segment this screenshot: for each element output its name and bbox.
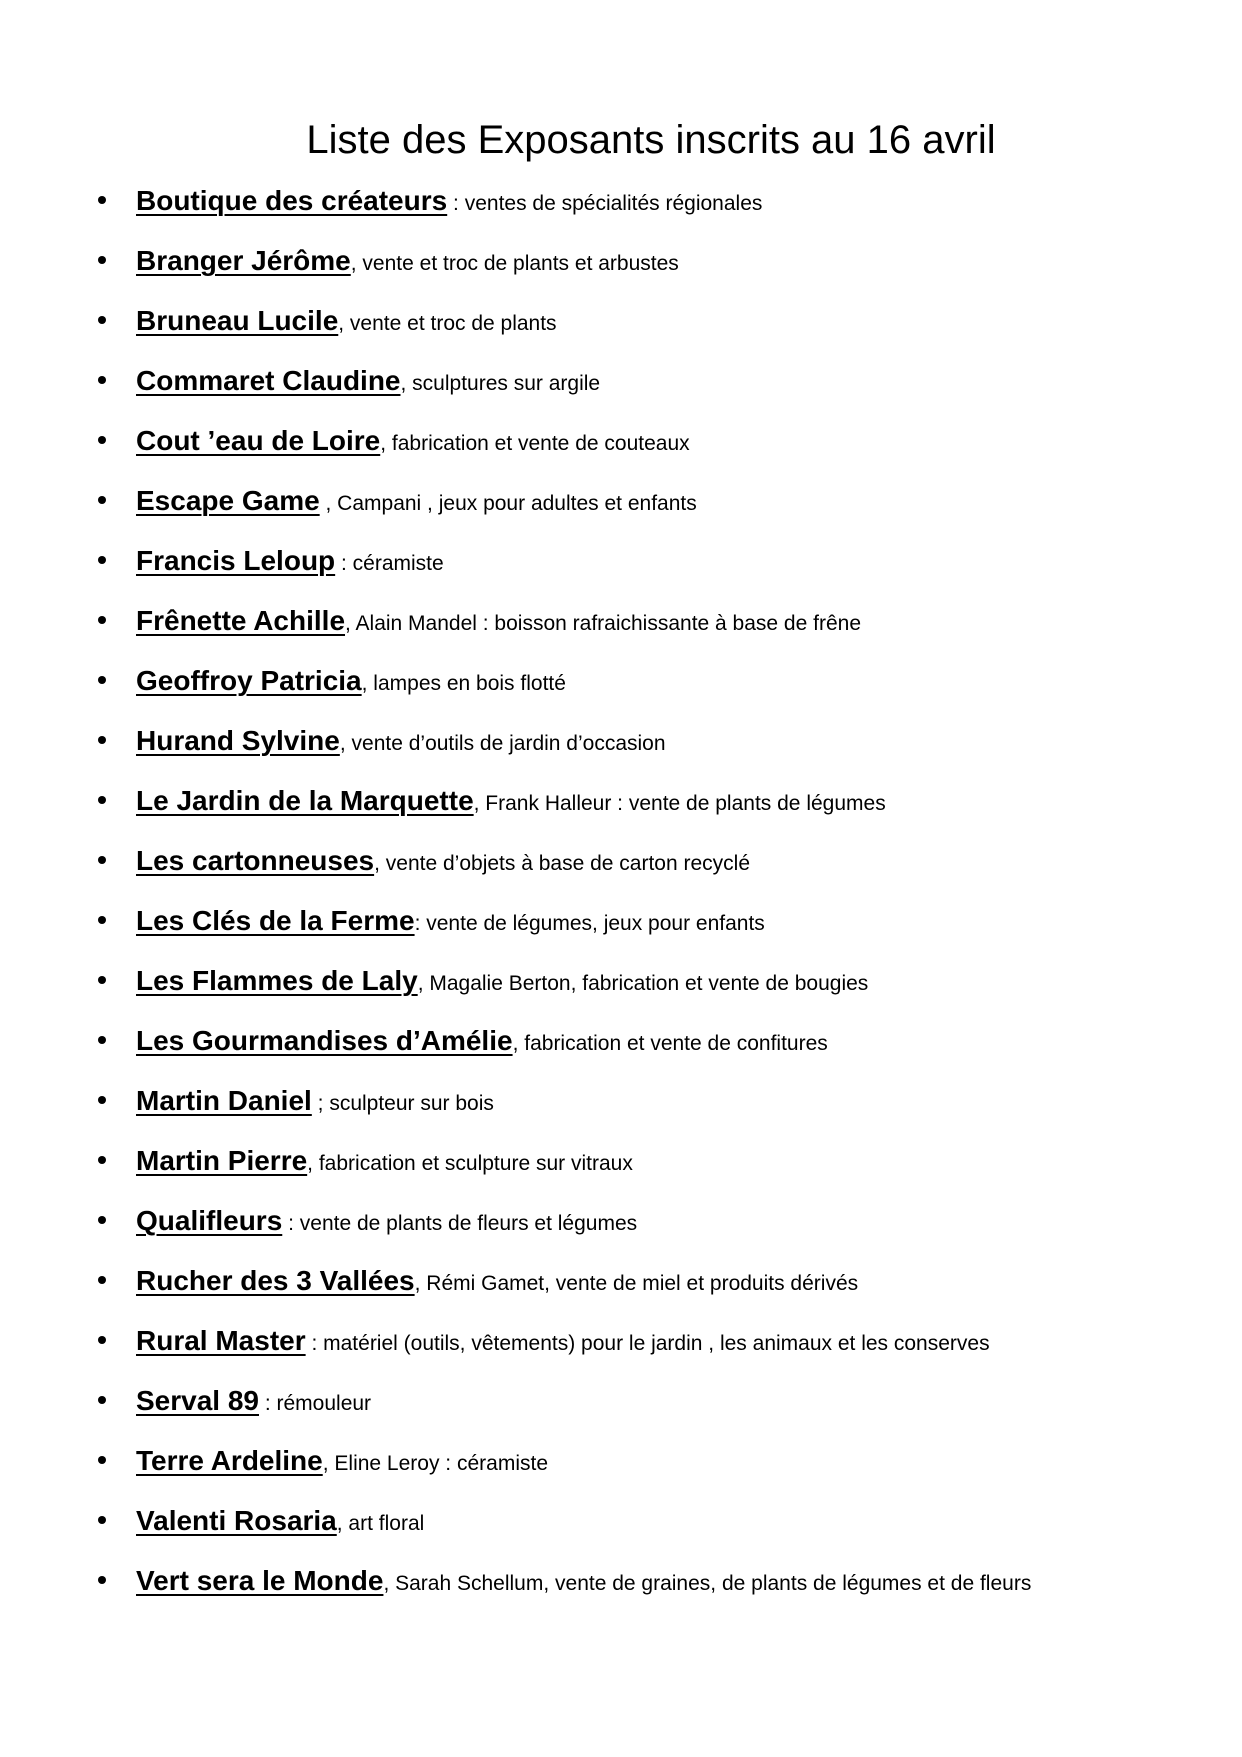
exhibitor-description: , Rémi Gamet, vente de miel et produits dérivés [414, 1272, 859, 1295]
item-text [136, 906, 765, 941]
list-item [0, 486, 1242, 546]
exhibitor-name: Serval 89 [136, 1385, 259, 1416]
exhibitor-name: Le Jardin de la Marquette [136, 785, 474, 816]
bullet-icon [98, 1216, 106, 1224]
exhibitor-name: Commaret Claudine [136, 365, 401, 396]
exhibitor-list [0, 186, 1242, 1626]
bullet-icon [98, 376, 106, 384]
bullet-icon [98, 796, 106, 804]
item-text [136, 966, 868, 1001]
bullet-icon [98, 856, 106, 864]
item-text [136, 426, 690, 461]
list-item [0, 1326, 1242, 1386]
bullet-icon [98, 1336, 106, 1344]
exhibitor-description: : vente de légumes, jeux pour enfants [414, 912, 765, 935]
list-item [0, 726, 1242, 786]
bullet-icon [98, 1516, 106, 1524]
list-item [0, 1386, 1242, 1446]
item-text [136, 1326, 990, 1361]
exhibitor-description: , fabrication et sculpture sur vitraux [307, 1152, 633, 1175]
bullet-icon [98, 316, 106, 324]
exhibitor-name: Qualifleurs [136, 1205, 283, 1236]
item-text [136, 1206, 637, 1241]
item-text [136, 666, 566, 701]
exhibitor-name: Vert sera le Monde [136, 1565, 384, 1596]
bullet-icon [98, 1396, 106, 1404]
exhibitor-description: , Alain Mandel : boisson rafraichissante à base de frêne [345, 612, 861, 635]
list-item [0, 606, 1242, 666]
list-item [0, 546, 1242, 606]
exhibitor-name: Escape Game [136, 485, 320, 516]
item-text [136, 1086, 494, 1121]
list-item [0, 366, 1242, 426]
exhibitor-description: , vente et troc de plants et arbustes [350, 252, 679, 275]
exhibitor-name: Martin Pierre [136, 1145, 308, 1176]
item-text [136, 1566, 1031, 1601]
exhibitor-description: , lampes en bois flotté [361, 672, 566, 695]
exhibitor-name: Branger Jérôme [136, 245, 351, 276]
exhibitor-name: Rural Master [136, 1325, 306, 1356]
exhibitor-name: Boutique des créateurs [136, 185, 448, 216]
bullet-icon [98, 556, 106, 564]
item-text [136, 366, 600, 401]
bullet-icon [98, 736, 106, 744]
list-item [0, 1206, 1242, 1266]
item-text [136, 1146, 633, 1181]
bullet-icon [98, 1036, 106, 1044]
list-item [0, 1146, 1242, 1206]
exhibitor-description: , art floral [336, 1512, 425, 1535]
exhibitor-description: : rémouleur [259, 1392, 372, 1415]
list-item [0, 846, 1242, 906]
item-text [136, 546, 444, 581]
exhibitor-name: Les Gourmandises d’Amélie [136, 1025, 513, 1056]
bullet-icon [98, 976, 106, 984]
bullet-icon [98, 256, 106, 264]
item-text [136, 486, 697, 521]
exhibitor-description: : céramiste [335, 552, 444, 575]
list-item [0, 1566, 1242, 1626]
exhibitor-name: Les Clés de la Ferme [136, 905, 415, 936]
bullet-icon [98, 676, 106, 684]
page-title: Liste des Exposants inscrits au 16 avril [306, 118, 996, 162]
list-item [0, 666, 1242, 726]
exhibitor-description: , vente et troc de plants [338, 312, 557, 335]
item-text [136, 1026, 828, 1061]
list-item [0, 966, 1242, 1026]
bullet-icon [98, 616, 106, 624]
exhibitor-description: , Sarah Schellum, vente de graines, de plants de légumes et de fleurs [383, 1572, 1032, 1595]
exhibitor-description: : ventes de spécialités régionales [447, 192, 763, 215]
bullet-icon [98, 916, 106, 924]
list-item [0, 306, 1242, 366]
item-text [136, 1386, 371, 1421]
exhibitor-description: , Frank Halleur : vente de plants de légumes [473, 792, 886, 815]
item-text [136, 1506, 424, 1541]
list-item [0, 786, 1242, 846]
list-item [0, 246, 1242, 306]
exhibitor-description: : matériel (outils, vêtements) pour le jardin , les animaux et les conserves [305, 1332, 990, 1355]
bullet-icon [98, 196, 106, 204]
exhibitor-description: : vente de plants de fleurs et légumes [282, 1212, 638, 1235]
exhibitor-description: , vente d’objets à base de carton recyclé [374, 852, 750, 875]
bullet-icon [98, 1156, 106, 1164]
bullet-icon [98, 496, 106, 504]
list-item [0, 1086, 1242, 1146]
exhibitor-description: ; sculpteur sur bois [311, 1092, 494, 1115]
list-item [0, 906, 1242, 966]
exhibitor-description: , Campani , jeux pour adultes et enfants [319, 492, 697, 515]
exhibitor-name: Francis Leloup [136, 545, 336, 576]
exhibitor-name: Martin Daniel [136, 1085, 312, 1116]
exhibitor-name: Cout ’eau de Loire [136, 425, 381, 456]
bullet-icon [98, 1456, 106, 1464]
exhibitor-name: Valenti Rosaria [136, 1505, 337, 1536]
item-text [136, 246, 679, 281]
bullet-icon [98, 1276, 106, 1284]
list-item [0, 1446, 1242, 1506]
item-text [136, 1446, 548, 1481]
item-text [136, 306, 557, 341]
exhibitor-name: Frênette Achille [136, 605, 346, 636]
exhibitor-name: Terre Ardeline [136, 1445, 323, 1476]
exhibitor-name: Hurand Sylvine [136, 725, 340, 756]
bullet-icon [98, 436, 106, 444]
list-item [0, 186, 1242, 246]
exhibitor-description: , Eline Leroy : céramiste [322, 1452, 548, 1475]
item-text [136, 1266, 858, 1301]
exhibitor-name: Les cartonneuses [136, 845, 375, 876]
list-item [0, 1026, 1242, 1086]
exhibitor-description: , sculptures sur argile [400, 372, 601, 395]
exhibitor-name: Les Flammes de Laly [136, 965, 418, 996]
list-item [0, 1266, 1242, 1326]
item-text [136, 846, 750, 881]
item-text [136, 726, 666, 761]
item-text [136, 786, 886, 821]
list-item [0, 1506, 1242, 1566]
item-text [136, 186, 762, 221]
exhibitor-name: Geoffroy Patricia [136, 665, 362, 696]
bullet-icon [98, 1576, 106, 1584]
exhibitor-description: , fabrication et vente de confitures [512, 1032, 828, 1055]
exhibitor-description: , vente d’outils de jardin d’occasion [339, 732, 666, 755]
item-text [136, 606, 861, 641]
bullet-icon [98, 1096, 106, 1104]
list-item [0, 426, 1242, 486]
exhibitor-name: Rucher des 3 Vallées [136, 1265, 415, 1296]
exhibitor-description: , Magalie Berton, fabrication et vente de bougies [417, 972, 869, 995]
exhibitor-description: , fabrication et vente de couteaux [380, 432, 690, 455]
exhibitor-name: Bruneau Lucile [136, 305, 339, 336]
